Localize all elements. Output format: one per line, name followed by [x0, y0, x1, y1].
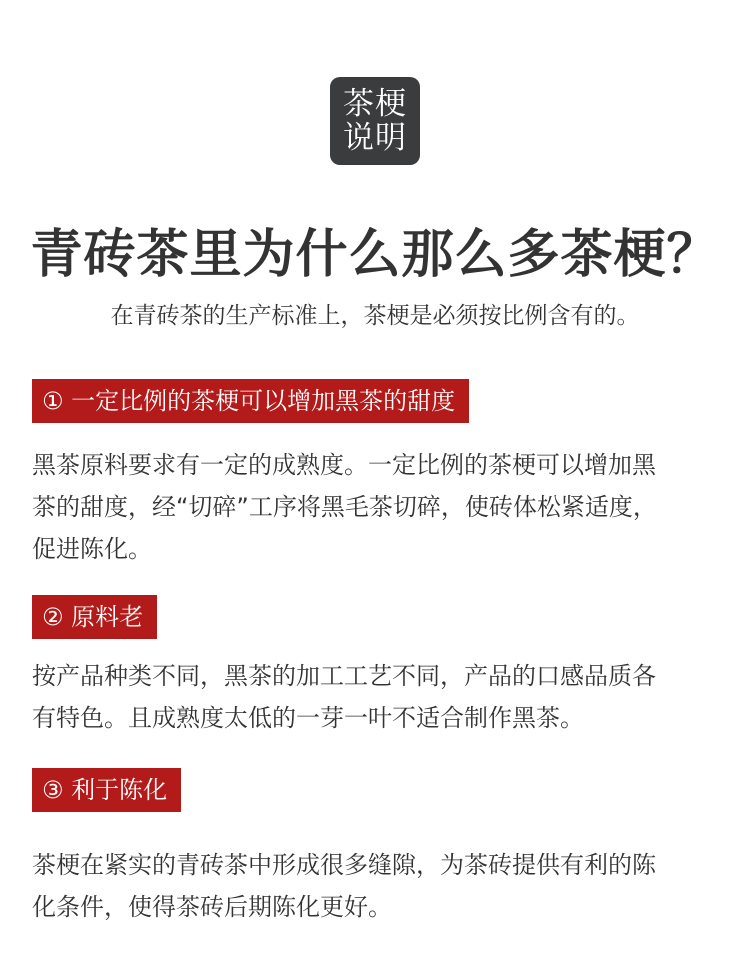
section-body-3: [32, 844, 750, 928]
body-line: 黑茶原料要求有一定的成熟度。一定比例的茶梗可以增加黑: [32, 451, 656, 479]
body-line: 有特色。且成熟度太低的一芽一叶不适合制作黑茶。: [32, 704, 584, 732]
section-tag-3: ③ 利于陈化: [32, 768, 181, 812]
section-body-1: [32, 444, 750, 570]
body-line: 按产品种类不同，黑茶的加工工艺不同，产品的口感品质各: [32, 662, 656, 690]
body-line: 促进陈化。: [32, 535, 152, 563]
section-tag-2: ② 原料老: [32, 595, 157, 639]
body-line: 茶的甜度，经“切碎”工序将黑毛茶切碎，使砖体松紧适度，: [32, 493, 657, 521]
page-title: 青砖茶里为什么那么多茶梗？: [30, 225, 720, 285]
badge: [330, 77, 420, 165]
body-line: 化条件，使得茶砖后期陈化更好。: [32, 893, 392, 921]
page-subtitle: 在青砖茶的生产标准上，茶梗是必须按比例含有的。: [110, 303, 640, 329]
badge-line-1: 茶梗: [343, 86, 407, 122]
body-line: 茶梗在紧实的青砖茶中形成很多缝隙，为茶砖提供有利的陈: [32, 851, 656, 879]
section-body-2: [32, 655, 750, 739]
section-tag-1: ① 一定比例的茶梗可以增加黑茶的甜度: [32, 379, 469, 423]
badge-line-2: 说明: [343, 120, 407, 156]
